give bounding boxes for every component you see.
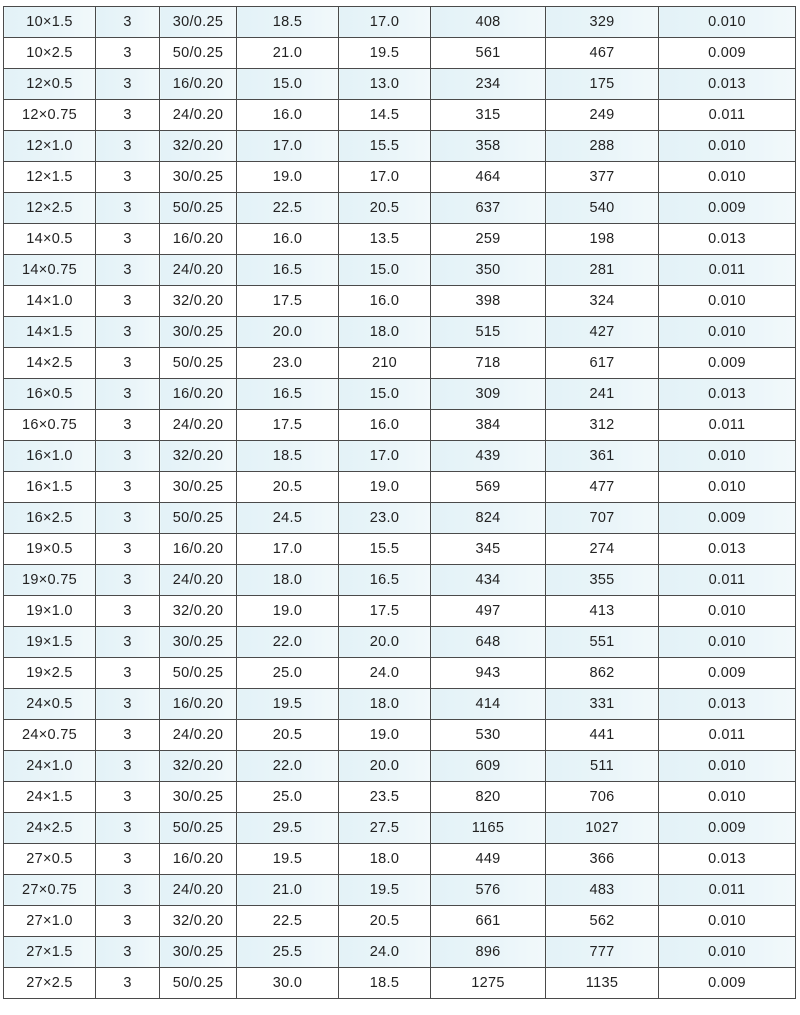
table-row (4, 875, 796, 906)
strand-cell: 24/0.20 (160, 720, 237, 751)
cores-cell: 3 (96, 720, 160, 751)
table-row (4, 565, 796, 596)
cores-cell: 3 (96, 162, 160, 193)
strand-cell: 50/0.25 (160, 348, 237, 379)
conductor-weight-cell: 562 (546, 906, 659, 937)
size-cell: 24×1.5 (4, 782, 96, 813)
resistance-cell: 0.009 (659, 503, 796, 534)
conductor-weight-cell: 324 (546, 286, 659, 317)
size-cell: 27×0.5 (4, 844, 96, 875)
cores-cell: 3 (96, 348, 160, 379)
resistance-cell: 0.011 (659, 255, 796, 286)
outer-diameter-cell: 20.5 (237, 472, 339, 503)
weight-cell: 449 (431, 844, 546, 875)
resistance-cell: 0.011 (659, 720, 796, 751)
weight-cell: 515 (431, 317, 546, 348)
table-row (4, 193, 796, 224)
conductor-weight-cell: 175 (546, 69, 659, 100)
inner-diameter-cell: 24.0 (339, 658, 431, 689)
table-row (4, 69, 796, 100)
table-row (4, 224, 796, 255)
outer-diameter-cell: 16.0 (237, 100, 339, 131)
weight-cell: 718 (431, 348, 546, 379)
outer-diameter-cell: 18.0 (237, 565, 339, 596)
inner-diameter-cell: 14.5 (339, 100, 431, 131)
table-row (4, 286, 796, 317)
size-cell: 24×0.75 (4, 720, 96, 751)
table-row (4, 255, 796, 286)
conductor-weight-cell: 249 (546, 100, 659, 131)
weight-cell: 358 (431, 131, 546, 162)
outer-diameter-cell: 30.0 (237, 968, 339, 999)
outer-diameter-cell: 16.0 (237, 224, 339, 255)
table-row (4, 534, 796, 565)
strand-cell: 16/0.20 (160, 689, 237, 720)
table-row (4, 348, 796, 379)
outer-diameter-cell: 25.0 (237, 658, 339, 689)
size-cell: 19×1.5 (4, 627, 96, 658)
weight-cell: 384 (431, 410, 546, 441)
cores-cell: 3 (96, 937, 160, 968)
outer-diameter-cell: 22.0 (237, 751, 339, 782)
size-cell: 12×1.5 (4, 162, 96, 193)
strand-cell: 50/0.25 (160, 193, 237, 224)
table-row (4, 968, 796, 999)
cores-cell: 3 (96, 100, 160, 131)
inner-diameter-cell: 15.0 (339, 255, 431, 286)
strand-cell: 24/0.20 (160, 565, 237, 596)
size-cell: 16×1.0 (4, 441, 96, 472)
inner-diameter-cell: 13.0 (339, 69, 431, 100)
conductor-weight-cell: 331 (546, 689, 659, 720)
size-cell: 27×2.5 (4, 968, 96, 999)
resistance-cell: 0.010 (659, 937, 796, 968)
outer-diameter-cell: 25.5 (237, 937, 339, 968)
resistance-cell: 0.013 (659, 379, 796, 410)
inner-diameter-cell: 19.0 (339, 720, 431, 751)
inner-diameter-cell: 20.5 (339, 193, 431, 224)
size-cell: 14×0.5 (4, 224, 96, 255)
inner-diameter-cell: 17.5 (339, 596, 431, 627)
strand-cell: 32/0.20 (160, 751, 237, 782)
resistance-cell: 0.010 (659, 162, 796, 193)
outer-diameter-cell: 17.5 (237, 286, 339, 317)
cores-cell: 3 (96, 286, 160, 317)
cores-cell: 3 (96, 906, 160, 937)
resistance-cell: 0.009 (659, 193, 796, 224)
resistance-cell: 0.009 (659, 968, 796, 999)
resistance-cell: 0.011 (659, 410, 796, 441)
inner-diameter-cell: 19.5 (339, 875, 431, 906)
strand-cell: 30/0.25 (160, 162, 237, 193)
conductor-weight-cell: 511 (546, 751, 659, 782)
outer-diameter-cell: 21.0 (237, 875, 339, 906)
cores-cell: 3 (96, 472, 160, 503)
table-row (4, 441, 796, 472)
size-cell: 27×1.5 (4, 937, 96, 968)
table-row (4, 751, 796, 782)
table-row (4, 100, 796, 131)
cores-cell: 3 (96, 627, 160, 658)
weight-cell: 1275 (431, 968, 546, 999)
conductor-weight-cell: 1135 (546, 968, 659, 999)
table-row (4, 131, 796, 162)
weight-cell: 1165 (431, 813, 546, 844)
strand-cell: 30/0.25 (160, 472, 237, 503)
conductor-weight-cell: 617 (546, 348, 659, 379)
weight-cell: 824 (431, 503, 546, 534)
table-row (4, 317, 796, 348)
inner-diameter-cell: 18.0 (339, 689, 431, 720)
cores-cell: 3 (96, 565, 160, 596)
outer-diameter-cell: 20.5 (237, 720, 339, 751)
cores-cell: 3 (96, 255, 160, 286)
weight-cell: 609 (431, 751, 546, 782)
outer-diameter-cell: 16.5 (237, 379, 339, 410)
weight-cell: 576 (431, 875, 546, 906)
strand-cell: 30/0.25 (160, 937, 237, 968)
weight-cell: 661 (431, 906, 546, 937)
conductor-weight-cell: 467 (546, 38, 659, 69)
strand-cell: 30/0.25 (160, 627, 237, 658)
table-row (4, 906, 796, 937)
resistance-cell: 0.010 (659, 7, 796, 38)
cores-cell: 3 (96, 782, 160, 813)
conductor-weight-cell: 777 (546, 937, 659, 968)
outer-diameter-cell: 21.0 (237, 38, 339, 69)
resistance-cell: 0.011 (659, 875, 796, 906)
resistance-cell: 0.011 (659, 100, 796, 131)
weight-cell: 398 (431, 286, 546, 317)
outer-diameter-cell: 22.5 (237, 906, 339, 937)
size-cell: 16×0.75 (4, 410, 96, 441)
strand-cell: 50/0.25 (160, 813, 237, 844)
inner-diameter-cell: 23.0 (339, 503, 431, 534)
conductor-weight-cell: 551 (546, 627, 659, 658)
cores-cell: 3 (96, 131, 160, 162)
size-cell: 12×1.0 (4, 131, 96, 162)
resistance-cell: 0.010 (659, 131, 796, 162)
cores-cell: 3 (96, 968, 160, 999)
strand-cell: 16/0.20 (160, 534, 237, 565)
strand-cell: 24/0.20 (160, 255, 237, 286)
table-row (4, 7, 796, 38)
size-cell: 14×1.0 (4, 286, 96, 317)
strand-cell: 16/0.20 (160, 224, 237, 255)
weight-cell: 896 (431, 937, 546, 968)
strand-cell: 24/0.20 (160, 100, 237, 131)
cores-cell: 3 (96, 689, 160, 720)
resistance-cell: 0.010 (659, 782, 796, 813)
size-cell: 19×2.5 (4, 658, 96, 689)
table-row (4, 937, 796, 968)
resistance-cell: 0.013 (659, 689, 796, 720)
outer-diameter-cell: 22.0 (237, 627, 339, 658)
conductor-weight-cell: 483 (546, 875, 659, 906)
strand-cell: 16/0.20 (160, 379, 237, 410)
weight-cell: 234 (431, 69, 546, 100)
conductor-weight-cell: 413 (546, 596, 659, 627)
size-cell: 14×1.5 (4, 317, 96, 348)
conductor-weight-cell: 477 (546, 472, 659, 503)
conductor-weight-cell: 366 (546, 844, 659, 875)
resistance-cell: 0.011 (659, 565, 796, 596)
outer-diameter-cell: 22.5 (237, 193, 339, 224)
outer-diameter-cell: 19.0 (237, 596, 339, 627)
weight-cell: 414 (431, 689, 546, 720)
strand-cell: 30/0.25 (160, 7, 237, 38)
weight-cell: 637 (431, 193, 546, 224)
inner-diameter-cell: 16.0 (339, 410, 431, 441)
table-body (4, 7, 796, 999)
inner-diameter-cell: 17.0 (339, 441, 431, 472)
resistance-cell: 0.010 (659, 441, 796, 472)
table-row (4, 379, 796, 410)
cores-cell: 3 (96, 317, 160, 348)
conductor-weight-cell: 361 (546, 441, 659, 472)
weight-cell: 408 (431, 7, 546, 38)
outer-diameter-cell: 18.5 (237, 441, 339, 472)
outer-diameter-cell: 15.0 (237, 69, 339, 100)
inner-diameter-cell: 15.5 (339, 534, 431, 565)
size-cell: 24×0.5 (4, 689, 96, 720)
table-row (4, 472, 796, 503)
weight-cell: 648 (431, 627, 546, 658)
cores-cell: 3 (96, 813, 160, 844)
inner-diameter-cell: 20.0 (339, 751, 431, 782)
table-row (4, 596, 796, 627)
strand-cell: 30/0.25 (160, 317, 237, 348)
table-row (4, 658, 796, 689)
inner-diameter-cell: 18.0 (339, 317, 431, 348)
inner-diameter-cell: 15.0 (339, 379, 431, 410)
table-row (4, 720, 796, 751)
cores-cell: 3 (96, 193, 160, 224)
outer-diameter-cell: 25.0 (237, 782, 339, 813)
weight-cell: 464 (431, 162, 546, 193)
size-cell: 16×2.5 (4, 503, 96, 534)
weight-cell: 820 (431, 782, 546, 813)
inner-diameter-cell: 23.5 (339, 782, 431, 813)
inner-diameter-cell: 20.5 (339, 906, 431, 937)
conductor-weight-cell: 329 (546, 7, 659, 38)
conductor-weight-cell: 706 (546, 782, 659, 813)
table-row (4, 627, 796, 658)
inner-diameter-cell: 15.5 (339, 131, 431, 162)
size-cell: 19×0.75 (4, 565, 96, 596)
inner-diameter-cell: 18.0 (339, 844, 431, 875)
size-cell: 16×0.5 (4, 379, 96, 410)
strand-cell: 50/0.25 (160, 503, 237, 534)
conductor-weight-cell: 441 (546, 720, 659, 751)
outer-diameter-cell: 16.5 (237, 255, 339, 286)
resistance-cell: 0.010 (659, 596, 796, 627)
strand-cell: 30/0.25 (160, 782, 237, 813)
cores-cell: 3 (96, 534, 160, 565)
outer-diameter-cell: 19.5 (237, 689, 339, 720)
strand-cell: 32/0.20 (160, 906, 237, 937)
inner-diameter-cell: 17.0 (339, 7, 431, 38)
conductor-weight-cell: 427 (546, 317, 659, 348)
table-row (4, 162, 796, 193)
inner-diameter-cell: 24.0 (339, 937, 431, 968)
conductor-weight-cell: 540 (546, 193, 659, 224)
weight-cell: 434 (431, 565, 546, 596)
size-cell: 12×0.5 (4, 69, 96, 100)
cores-cell: 3 (96, 38, 160, 69)
inner-diameter-cell: 19.5 (339, 38, 431, 69)
resistance-cell: 0.010 (659, 751, 796, 782)
strand-cell: 32/0.20 (160, 596, 237, 627)
resistance-cell: 0.010 (659, 906, 796, 937)
size-cell: 10×1.5 (4, 7, 96, 38)
cores-cell: 3 (96, 379, 160, 410)
size-cell: 14×0.75 (4, 255, 96, 286)
strand-cell: 50/0.25 (160, 658, 237, 689)
strand-cell: 24/0.20 (160, 410, 237, 441)
resistance-cell: 0.009 (659, 658, 796, 689)
cores-cell: 3 (96, 410, 160, 441)
resistance-cell: 0.009 (659, 813, 796, 844)
resistance-cell: 0.010 (659, 627, 796, 658)
cores-cell: 3 (96, 658, 160, 689)
conductor-weight-cell: 274 (546, 534, 659, 565)
resistance-cell: 0.009 (659, 348, 796, 379)
size-cell: 12×2.5 (4, 193, 96, 224)
cores-cell: 3 (96, 69, 160, 100)
weight-cell: 530 (431, 720, 546, 751)
weight-cell: 309 (431, 379, 546, 410)
conductor-weight-cell: 288 (546, 131, 659, 162)
inner-diameter-cell: 17.0 (339, 162, 431, 193)
inner-diameter-cell: 27.5 (339, 813, 431, 844)
size-cell: 24×1.0 (4, 751, 96, 782)
cores-cell: 3 (96, 7, 160, 38)
resistance-cell: 0.010 (659, 317, 796, 348)
weight-cell: 943 (431, 658, 546, 689)
outer-diameter-cell: 18.5 (237, 7, 339, 38)
outer-diameter-cell: 17.0 (237, 534, 339, 565)
inner-diameter-cell: 210 (339, 348, 431, 379)
inner-diameter-cell: 16.0 (339, 286, 431, 317)
outer-diameter-cell: 20.0 (237, 317, 339, 348)
size-cell: 19×0.5 (4, 534, 96, 565)
weight-cell: 315 (431, 100, 546, 131)
conductor-weight-cell: 198 (546, 224, 659, 255)
cores-cell: 3 (96, 751, 160, 782)
outer-diameter-cell: 19.0 (237, 162, 339, 193)
inner-diameter-cell: 18.5 (339, 968, 431, 999)
resistance-cell: 0.013 (659, 69, 796, 100)
strand-cell: 50/0.25 (160, 38, 237, 69)
size-cell: 27×1.0 (4, 906, 96, 937)
conductor-weight-cell: 377 (546, 162, 659, 193)
outer-diameter-cell: 29.5 (237, 813, 339, 844)
table-row (4, 844, 796, 875)
conductor-weight-cell: 1027 (546, 813, 659, 844)
size-cell: 14×2.5 (4, 348, 96, 379)
size-cell: 19×1.0 (4, 596, 96, 627)
table-row (4, 38, 796, 69)
weight-cell: 439 (431, 441, 546, 472)
inner-diameter-cell: 19.0 (339, 472, 431, 503)
table-row (4, 813, 796, 844)
outer-diameter-cell: 24.5 (237, 503, 339, 534)
weight-cell: 259 (431, 224, 546, 255)
table-row (4, 410, 796, 441)
table-row (4, 689, 796, 720)
resistance-cell: 0.013 (659, 844, 796, 875)
outer-diameter-cell: 23.0 (237, 348, 339, 379)
size-cell: 16×1.5 (4, 472, 96, 503)
weight-cell: 345 (431, 534, 546, 565)
spec-table-sheet (3, 6, 795, 1009)
conductor-weight-cell: 707 (546, 503, 659, 534)
weight-cell: 350 (431, 255, 546, 286)
inner-diameter-cell: 20.0 (339, 627, 431, 658)
strand-cell: 32/0.20 (160, 131, 237, 162)
table-row (4, 782, 796, 813)
weight-cell: 561 (431, 38, 546, 69)
strand-cell: 16/0.20 (160, 69, 237, 100)
strand-cell: 16/0.20 (160, 844, 237, 875)
conductor-weight-cell: 281 (546, 255, 659, 286)
size-cell: 24×2.5 (4, 813, 96, 844)
strand-cell: 24/0.20 (160, 875, 237, 906)
cores-cell: 3 (96, 875, 160, 906)
size-cell: 10×2.5 (4, 38, 96, 69)
resistance-cell: 0.013 (659, 534, 796, 565)
weight-cell: 569 (431, 472, 546, 503)
cores-cell: 3 (96, 503, 160, 534)
outer-diameter-cell: 19.5 (237, 844, 339, 875)
strand-cell: 32/0.20 (160, 286, 237, 317)
strand-cell: 32/0.20 (160, 441, 237, 472)
conductor-weight-cell: 241 (546, 379, 659, 410)
resistance-cell: 0.010 (659, 472, 796, 503)
cores-cell: 3 (96, 441, 160, 472)
table-row (4, 503, 796, 534)
inner-diameter-cell: 16.5 (339, 565, 431, 596)
size-cell: 27×0.75 (4, 875, 96, 906)
conductor-weight-cell: 312 (546, 410, 659, 441)
conductor-weight-cell: 862 (546, 658, 659, 689)
size-cell: 12×0.75 (4, 100, 96, 131)
cores-cell: 3 (96, 224, 160, 255)
outer-diameter-cell: 17.0 (237, 131, 339, 162)
inner-diameter-cell: 13.5 (339, 224, 431, 255)
resistance-cell: 0.010 (659, 286, 796, 317)
cores-cell: 3 (96, 596, 160, 627)
resistance-cell: 0.013 (659, 224, 796, 255)
resistance-cell: 0.009 (659, 38, 796, 69)
cores-cell: 3 (96, 844, 160, 875)
strand-cell: 50/0.25 (160, 968, 237, 999)
weight-cell: 497 (431, 596, 546, 627)
cable-spec-table (3, 6, 796, 999)
conductor-weight-cell: 355 (546, 565, 659, 596)
outer-diameter-cell: 17.5 (237, 410, 339, 441)
